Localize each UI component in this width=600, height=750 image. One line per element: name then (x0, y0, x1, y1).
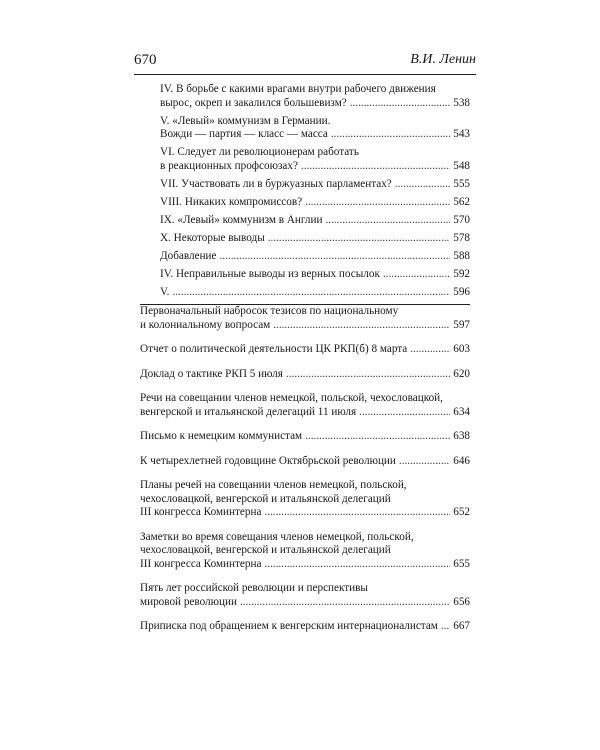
toc-entry-line: Письмо к немецким коммунистам (140, 430, 303, 442)
toc-entry[interactable] (140, 250, 470, 264)
toc-entry-line: IX. «Левый» коммунизм в Англии (160, 213, 323, 226)
toc-entry[interactable] (140, 392, 470, 419)
toc-entry[interactable] (140, 146, 470, 173)
toc-entry-line: чехословацкой, венгерской и итальянской делегаций (140, 544, 391, 556)
dot-leader (350, 97, 450, 111)
toc-entry[interactable] (140, 620, 470, 634)
toc-entry-line: Первоначальный набросок тезисов по национальному (140, 305, 399, 317)
toc-entry[interactable] (140, 455, 470, 469)
dot-leader (410, 343, 450, 357)
toc-entry-line: К четырехлетней годовщине Октябрьской революции (140, 454, 396, 467)
dot-leader (441, 620, 450, 634)
toc-page-number: 562 (453, 195, 470, 208)
toc-page-number: 620 (453, 367, 470, 380)
dot-leader (359, 406, 450, 420)
toc-entry-line: X. Некоторые выводы (160, 231, 265, 244)
toc-entry[interactable] (140, 178, 470, 192)
toc-entry-line: и колониальному вопросам (140, 318, 271, 331)
toc-page-number: 538 (453, 96, 470, 109)
toc-entry-line: VI. Следует ли революционерам работать (160, 146, 359, 158)
toc-entry-line: Приписка под обращением к венгерским интернационалистам (140, 620, 438, 632)
toc-page-number: 592 (453, 267, 470, 280)
toc-entry[interactable] (140, 214, 470, 228)
dot-leader (240, 596, 450, 610)
toc-page-number: 597 (453, 318, 470, 331)
toc-entry-line: V. (160, 285, 170, 298)
dot-leader (399, 455, 450, 469)
toc-entry-line: в реакционных профсоюзах? (160, 159, 298, 172)
toc-entry-line: VII. Участвовать ли в буржуазных парламентах? (160, 177, 392, 190)
dot-leader (305, 196, 450, 210)
toc-page-number: 603 (453, 343, 470, 355)
toc-page-number: 638 (453, 430, 470, 442)
dot-leader (286, 368, 450, 382)
toc-entry-line: Доклад о тактике РКП 5 июля (140, 367, 283, 380)
running-head: В.И. Ленин (410, 52, 476, 67)
toc-page-number: 634 (453, 405, 470, 418)
toc-page-number: 570 (453, 213, 470, 226)
dot-leader (264, 506, 450, 520)
toc-entry-line: Отчет о политической деятельности ЦК РКП(б) 8 марта (140, 343, 408, 355)
toc-entry-line: Речи на совещании членов немецкой, польской, чехословацкой, (140, 392, 443, 404)
toc-entry-line: Планы речей на совещании членов немецкой, польской, (140, 479, 407, 491)
toc-entry[interactable] (140, 479, 470, 520)
toc-entry-line: чехословацкой, венгерской и итальянской делегаций (140, 492, 391, 505)
toc-entry-line: III конгресса Коминтерна (140, 506, 262, 518)
dot-leader (325, 214, 450, 228)
dot-leader (268, 232, 450, 246)
toc-page-number: 646 (453, 454, 470, 467)
toc-page-number: 656 (453, 595, 470, 608)
toc-page-number: 667 (453, 620, 470, 632)
toc-entry[interactable] (140, 430, 470, 444)
toc-entry[interactable] (140, 286, 470, 300)
dot-leader (220, 250, 451, 264)
toc-entry[interactable] (140, 582, 470, 609)
toc-entry[interactable] (140, 343, 470, 357)
toc-entry-line: Вожди — партия — класс — масса (160, 128, 328, 140)
page-number: 670 (134, 52, 157, 68)
toc-entry[interactable] (140, 268, 470, 282)
toc-entry-line: Заметки во время совещания членов немецкой, польской, (140, 530, 414, 543)
toc-entry-line: III конгресса Коминтерна (140, 557, 262, 570)
toc-entry-line: IV. Неправильные выводы из верных посылок (160, 267, 380, 280)
toc-page-number: 588 (453, 249, 470, 262)
toc-page-number: 655 (453, 557, 470, 570)
toc-entry[interactable] (140, 196, 470, 210)
toc-page-number: 548 (453, 159, 470, 172)
dot-leader (305, 430, 450, 444)
dot-leader (172, 286, 450, 300)
toc-entry-line: VIII. Никаких компромиссов? (160, 195, 303, 208)
toc-entry-line: IV. В борьбе с какими врагами внутри рабочего движения (160, 83, 436, 95)
header-rule (134, 74, 476, 75)
dot-leader (383, 268, 450, 282)
dot-leader (264, 558, 450, 572)
toc-entry[interactable] (140, 531, 470, 572)
dot-leader (395, 178, 450, 192)
toc-entry-line: вырос, окреп и закалился большевизм? (160, 96, 347, 109)
toc-entry-line: Добавление (160, 249, 217, 262)
dot-leader (301, 160, 450, 174)
toc-entry[interactable] (140, 305, 470, 332)
toc-entry-line: венгерской и итальянской делегаций 11 июля (140, 405, 357, 418)
dot-leader (273, 319, 450, 333)
toc-entry-line: мировой революции (140, 595, 237, 608)
toc-entry-line: Пять лет российской революции и перспективы (140, 582, 368, 594)
toc-entry[interactable] (140, 83, 470, 110)
toc-page-number: 596 (453, 285, 470, 298)
toc-entry[interactable] (140, 232, 470, 246)
toc-page-number: 555 (453, 177, 470, 190)
dot-leader (331, 128, 450, 142)
toc-entry[interactable] (140, 368, 470, 382)
table-of-contents (140, 83, 470, 634)
toc-entry-line: V. «Левый» коммунизм в Германии. (160, 114, 331, 127)
toc-page-number: 543 (453, 128, 470, 140)
toc-page-number: 578 (453, 231, 470, 244)
toc-entry[interactable] (140, 115, 470, 142)
toc-page-number: 652 (453, 506, 470, 518)
